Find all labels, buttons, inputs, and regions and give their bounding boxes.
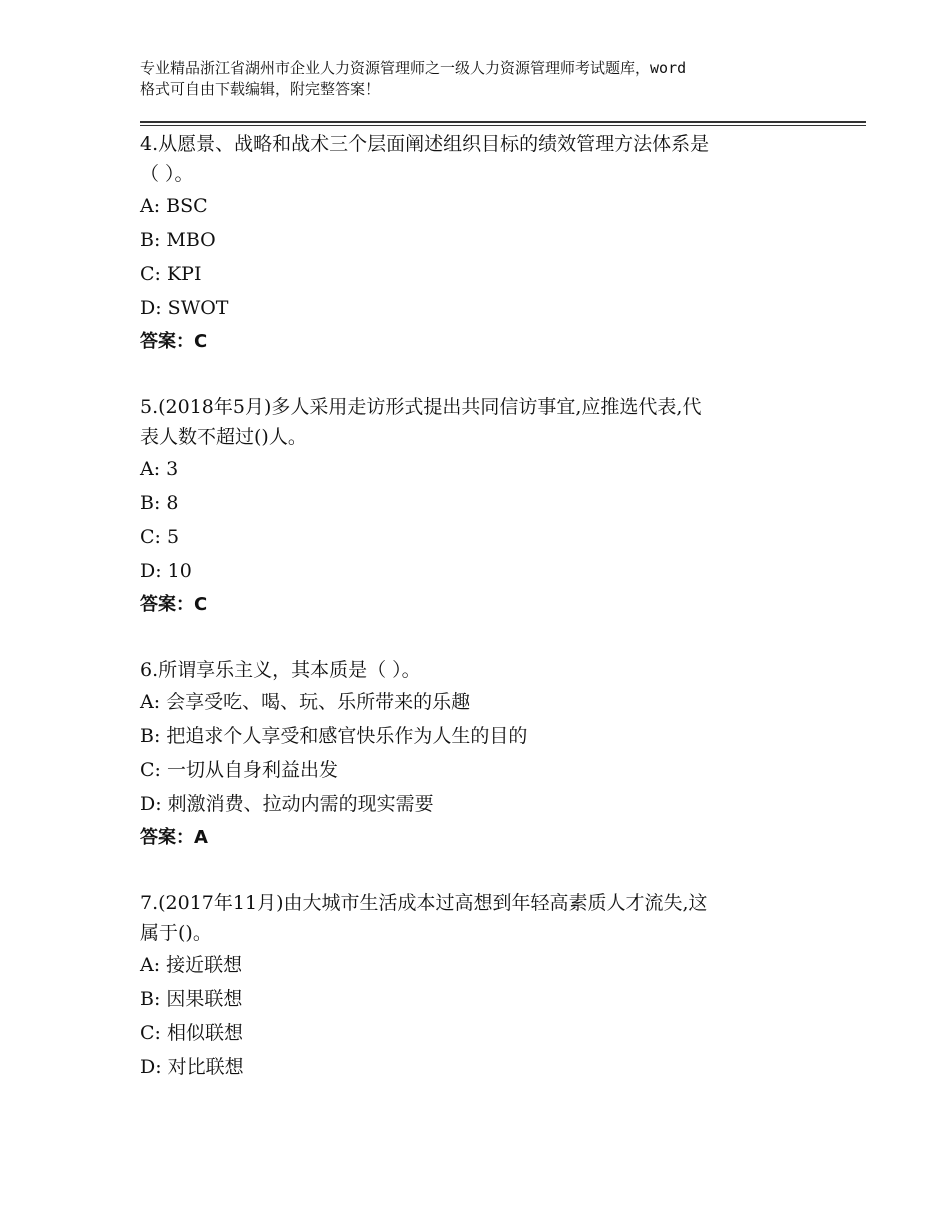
option-c: C: 相似联想 <box>140 1022 243 1044</box>
option-d: D: 10 <box>140 560 192 582</box>
question-spacer <box>140 855 820 887</box>
option-b: B: 8 <box>140 492 179 514</box>
option-d: D: 刺激消费、拉动内需的现实需要 <box>140 793 434 815</box>
question-stem <box>140 888 820 948</box>
header-divider-thin <box>140 125 866 126</box>
question-stem <box>140 392 820 452</box>
question-stem-line: 4.从愿景、战略和战术三个层面阐述组织目标的绩效管理方法体系是 <box>140 133 710 155</box>
header-divider-thick <box>140 121 866 123</box>
question-4 <box>140 129 820 359</box>
answer-label: 答案：A <box>140 827 208 848</box>
question-stem-line: 5.(2018年5月)多人采用走访形式提出共同信访事宜,应推选代表,代 <box>140 396 702 418</box>
question-stem <box>140 655 820 685</box>
question-6 <box>140 655 820 855</box>
option-a: A: 接近联想 <box>140 954 243 976</box>
option-c: C: 5 <box>140 526 180 548</box>
header-title-line-2: 格式可自由下载编辑，附完整答案！ <box>140 80 381 98</box>
question-spacer <box>140 359 820 391</box>
option-d: D: SWOT <box>140 297 229 319</box>
header-title-line-1: 专业精品浙江省湖州市企业人力资源管理师之一级人力资源管理师考试题库，word <box>140 59 687 77</box>
question-stem-line: 6.所谓享乐主义，其本质是（ ）。 <box>140 659 421 681</box>
question-stem-line: 属于()。 <box>140 922 212 944</box>
question-stem-line: （ ）。 <box>140 163 194 185</box>
answer-label: 答案：C <box>140 331 208 352</box>
question-stem-line: 7.(2017年11月)由大城市生活成本过高想到年轻高素质人才流失,这 <box>140 892 708 914</box>
option-a: A: 3 <box>140 458 179 480</box>
question-list <box>140 128 820 1084</box>
question-5 <box>140 392 820 622</box>
option-b: B: 把追求个人享受和感官快乐作为人生的目的 <box>140 725 528 747</box>
option-a: A: 会享受吃、喝、玩、乐所带来的乐趣 <box>140 691 471 713</box>
option-d: D: 对比联想 <box>140 1056 244 1078</box>
question-stem <box>140 129 820 189</box>
question-spacer <box>140 622 820 654</box>
document-header <box>140 58 840 100</box>
option-c: C: KPI <box>140 263 202 285</box>
option-a: A: BSC <box>140 195 208 217</box>
question-7 <box>140 888 820 1084</box>
option-b: B: 因果联想 <box>140 988 243 1010</box>
option-c: C: 一切从自身利益出发 <box>140 759 338 781</box>
answer-label: 答案：C <box>140 594 208 615</box>
option-b: B: MBO <box>140 229 216 251</box>
question-stem-line: 表人数不超过()人。 <box>140 426 307 448</box>
